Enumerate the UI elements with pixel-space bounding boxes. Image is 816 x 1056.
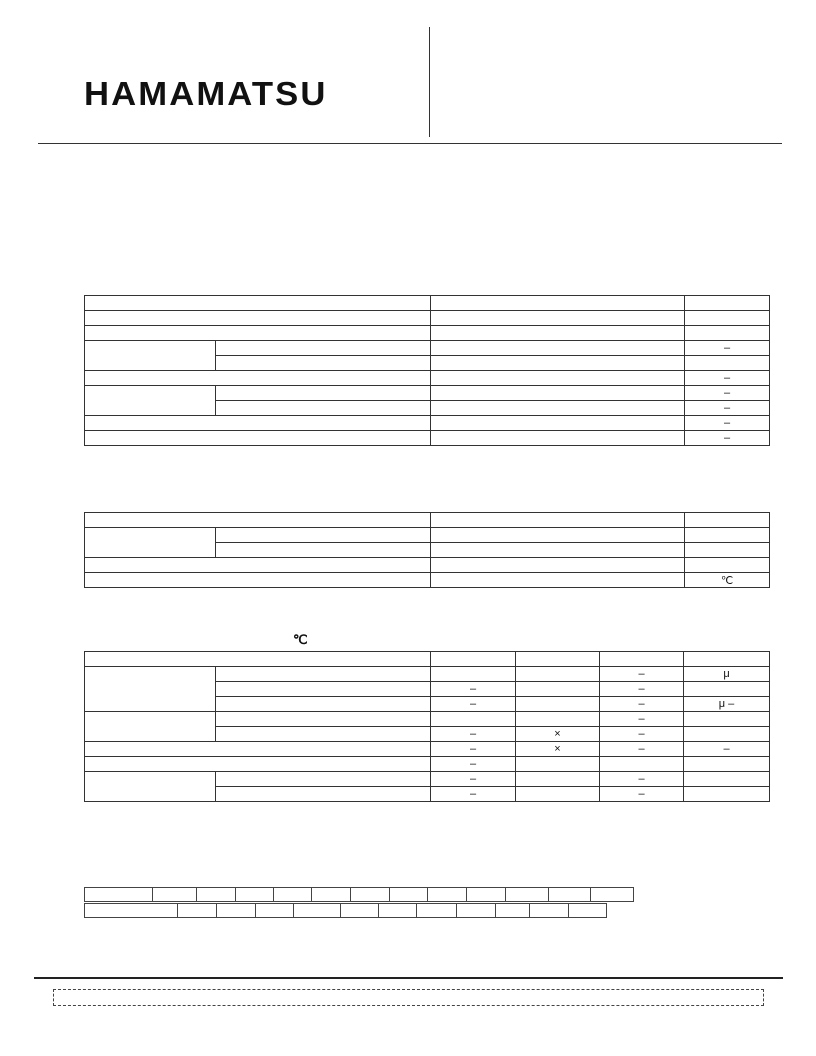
option-box [340, 903, 379, 918]
characteristics-table [84, 651, 770, 802]
option-box [466, 887, 506, 902]
hamamatsu-logo: HAMAMATSU [84, 75, 328, 112]
recommended-table [84, 512, 770, 588]
table-cell: – [685, 386, 770, 401]
table-row: – – μ – [85, 697, 770, 712]
option-box [416, 903, 457, 918]
option-box [196, 887, 236, 902]
option-box [427, 887, 467, 902]
option-box [350, 887, 390, 902]
table-row [85, 528, 770, 543]
table-row: – – [85, 682, 770, 697]
option-box-strip-1 [85, 887, 634, 902]
table-row: – × – [85, 727, 770, 742]
table-row: – μ [85, 667, 770, 682]
header-divider-horizontal [38, 143, 782, 144]
option-box [378, 903, 417, 918]
table-cell: – [685, 341, 770, 356]
table-row [85, 513, 770, 528]
table-row: – – [85, 772, 770, 787]
option-box-strip-2 [85, 903, 607, 918]
option-box [84, 903, 178, 918]
option-box [273, 887, 312, 902]
table-row [85, 416, 770, 431]
table-cell: – [685, 416, 770, 431]
option-box [505, 887, 549, 902]
option-box [568, 903, 607, 918]
option-box [255, 903, 294, 918]
table-row: – [85, 757, 770, 772]
table-row: – – [85, 787, 770, 802]
table-row [85, 573, 770, 588]
table-row [85, 558, 770, 573]
header-divider-vertical [429, 27, 430, 137]
option-box [495, 903, 530, 918]
table-row [85, 341, 770, 356]
table-row: – [85, 712, 770, 727]
option-box [456, 903, 496, 918]
option-box [548, 887, 591, 902]
option-box [529, 903, 569, 918]
option-box [311, 887, 351, 902]
table-row [85, 652, 770, 667]
option-box [152, 887, 197, 902]
table-row [85, 431, 770, 446]
table-row [85, 371, 770, 386]
option-box [389, 887, 428, 902]
condition-temperature-unit: ℃ [293, 632, 308, 647]
option-box [84, 887, 153, 902]
footer-divider [34, 977, 783, 979]
table-cell: – [685, 371, 770, 386]
table-row [85, 386, 770, 401]
table-row [85, 326, 770, 341]
table-cell: – [685, 431, 770, 446]
footer-dashed-box [53, 989, 764, 1006]
option-box [590, 887, 634, 902]
table-row [85, 311, 770, 326]
option-box [235, 887, 274, 902]
table-cell: – [685, 401, 770, 416]
ratings-table [84, 295, 770, 446]
table-row: – × – – [85, 742, 770, 757]
table-row [85, 296, 770, 311]
temp-unit-cell: ℃ [685, 573, 770, 588]
option-box [216, 903, 256, 918]
option-box [177, 903, 217, 918]
option-box [293, 903, 341, 918]
